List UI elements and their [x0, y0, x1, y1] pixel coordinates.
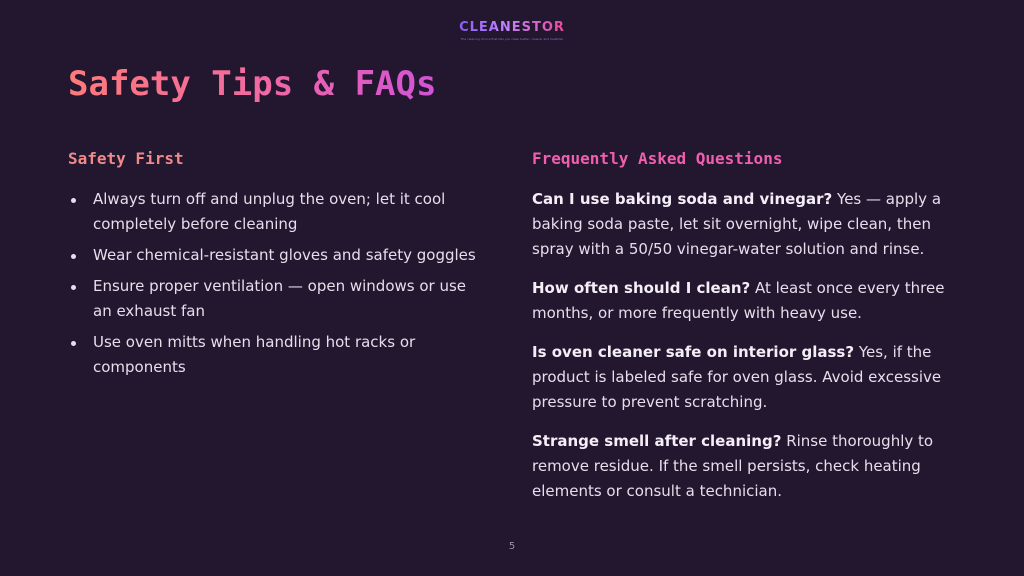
- faq-item: [532, 429, 962, 504]
- safety-item: [68, 330, 488, 380]
- page-number: 5: [508, 541, 516, 552]
- bullet-icon: [71, 341, 76, 346]
- safety-item: [68, 274, 488, 324]
- faq-answer: Yes, if the product is labeled safe for oven glass. Avoid excessive pressure to prevent scratching.: [532, 343, 942, 411]
- safety-heading: Safety First: [68, 149, 184, 168]
- safety-item-text: Wear chemical-resistant gloves and safety goggles: [93, 246, 476, 264]
- faq-item: [532, 276, 962, 326]
- faq-answer: At least once every three months, or more frequently with heavy use.: [532, 279, 945, 322]
- faq-question: Can I use baking soda and vinegar?: [532, 190, 833, 208]
- slide-title: Safety Tips & FAQs: [68, 64, 437, 104]
- brand-logo: [0, 16, 1024, 42]
- safety-item-text: Ensure proper ventilation — open windows or use an exhaust fan: [93, 277, 467, 320]
- bullet-icon: [71, 198, 76, 203]
- logo-tagline: The cleaning choice that lets you clean better, cleaner and healthier: [460, 37, 564, 41]
- bullet-icon: [71, 254, 76, 259]
- faq-question: How often should I clean?: [532, 279, 751, 297]
- faq-item: [532, 187, 962, 262]
- safety-item: [68, 187, 488, 237]
- faq-heading: Frequently Asked Questions: [532, 149, 783, 168]
- safety-item: [68, 243, 488, 268]
- faq-answer: Rinse thoroughly to remove residue. If the smell persists, check heating elements or consult a technician.: [532, 432, 934, 500]
- bullet-icon: [71, 285, 76, 290]
- faq-section: [532, 146, 962, 518]
- logo-wordmark: CLEANESTOR: [459, 20, 565, 35]
- faq-question: Strange smell after cleaning?: [532, 432, 782, 450]
- safety-item-text: Always turn off and unplug the oven; let it cool completely before cleaning: [93, 190, 446, 233]
- safety-section: [68, 146, 488, 386]
- safety-list: [68, 187, 488, 380]
- safety-item-text: Use oven mitts when handling hot racks or components: [93, 333, 416, 376]
- faq-answer: Yes — apply a baking soda paste, let sit overnight, wipe clean, then spray with a 50/50 vinegar-water solution and rinse.: [532, 190, 942, 258]
- faq-question: Is oven cleaner safe on interior glass?: [532, 343, 855, 361]
- faq-item: [532, 340, 962, 415]
